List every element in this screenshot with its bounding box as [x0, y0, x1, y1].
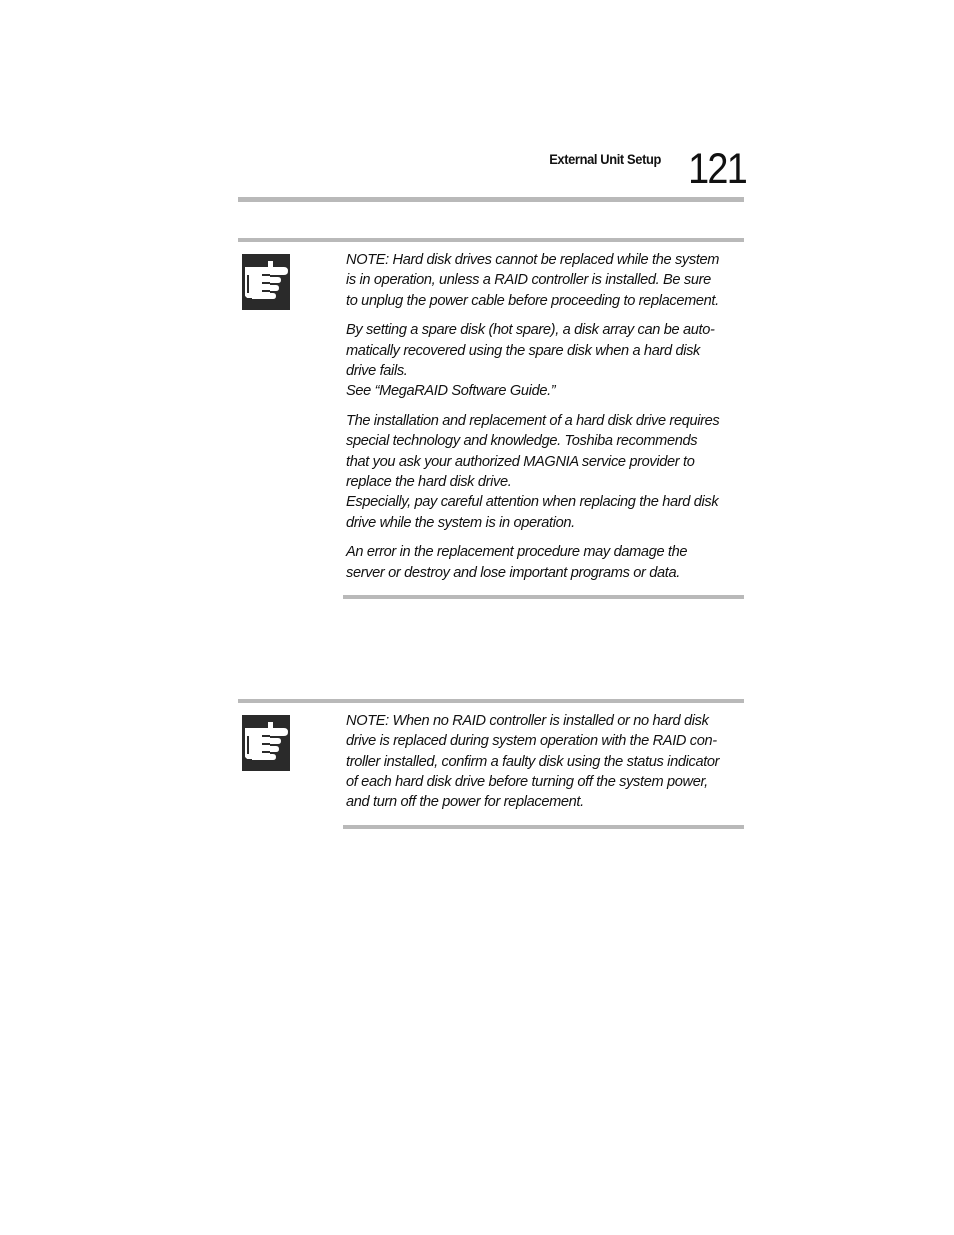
pointing-hand-icon — [240, 714, 292, 772]
text-line: special technology and knowledge. Toshiba recommends — [346, 433, 698, 450]
note1-paragraph-3 — [346, 411, 718, 533]
header-rule — [238, 197, 744, 202]
page-number: 121 — [688, 145, 746, 193]
text-line: matically recovered using the spare disk when a hard disk — [346, 342, 701, 359]
note2-paragraph-1 — [346, 711, 718, 812]
text-line: Especially, pay careful attention when replacing the hard disk — [346, 494, 719, 511]
text-line: troller installed, confirm a faulty disk using the status indicator — [346, 753, 720, 770]
pointing-hand-icon — [240, 253, 292, 311]
note1-paragraph-4 — [346, 542, 718, 583]
text-line: drive fails. — [346, 362, 408, 379]
section-title: External Unit Setup — [549, 151, 661, 167]
text-line: server or destroy and lose important programs or data. — [346, 564, 680, 581]
text-line: By setting a spare disk (hot spare), a disk array can be auto- — [346, 322, 715, 339]
text-line: to unplug the power cable before proceeding to replacement. — [346, 292, 719, 309]
text-line: that you ask your authorized MAGNIA service provider to — [346, 453, 695, 470]
text-line: The installation and replacement of a hard disk drive requires — [346, 413, 720, 430]
note1-paragraph-2 — [346, 320, 718, 401]
note1-top-rule — [238, 238, 744, 242]
text-line: and turn off the power for replacement. — [346, 794, 584, 811]
note2-top-rule — [238, 699, 744, 703]
text-line: See “MegaRAID Software Guide.” — [346, 383, 556, 400]
note2-text — [346, 711, 718, 822]
note1-paragraph-1 — [346, 250, 718, 311]
text-line: NOTE: When no RAID controller is installed or no hard disk — [346, 713, 709, 729]
text-line: of each hard disk drive before turning off the system power, — [346, 773, 708, 790]
note1-bottom-rule — [343, 595, 744, 599]
text-line: An error in the replacement procedure may damage the — [346, 544, 688, 561]
text-line: drive while the system is in operation. — [346, 514, 575, 531]
note1-text — [346, 250, 718, 592]
text-line: replace the hard disk drive. — [346, 473, 512, 490]
text-line: NOTE: Hard disk drives cannot be replaced while the system — [346, 252, 720, 268]
text-line: drive is replaced during system operation with the RAID con- — [346, 733, 717, 750]
note2-bottom-rule — [343, 825, 744, 829]
text-line: is in operation, unless a RAID controller is installed. Be sure — [346, 272, 711, 289]
